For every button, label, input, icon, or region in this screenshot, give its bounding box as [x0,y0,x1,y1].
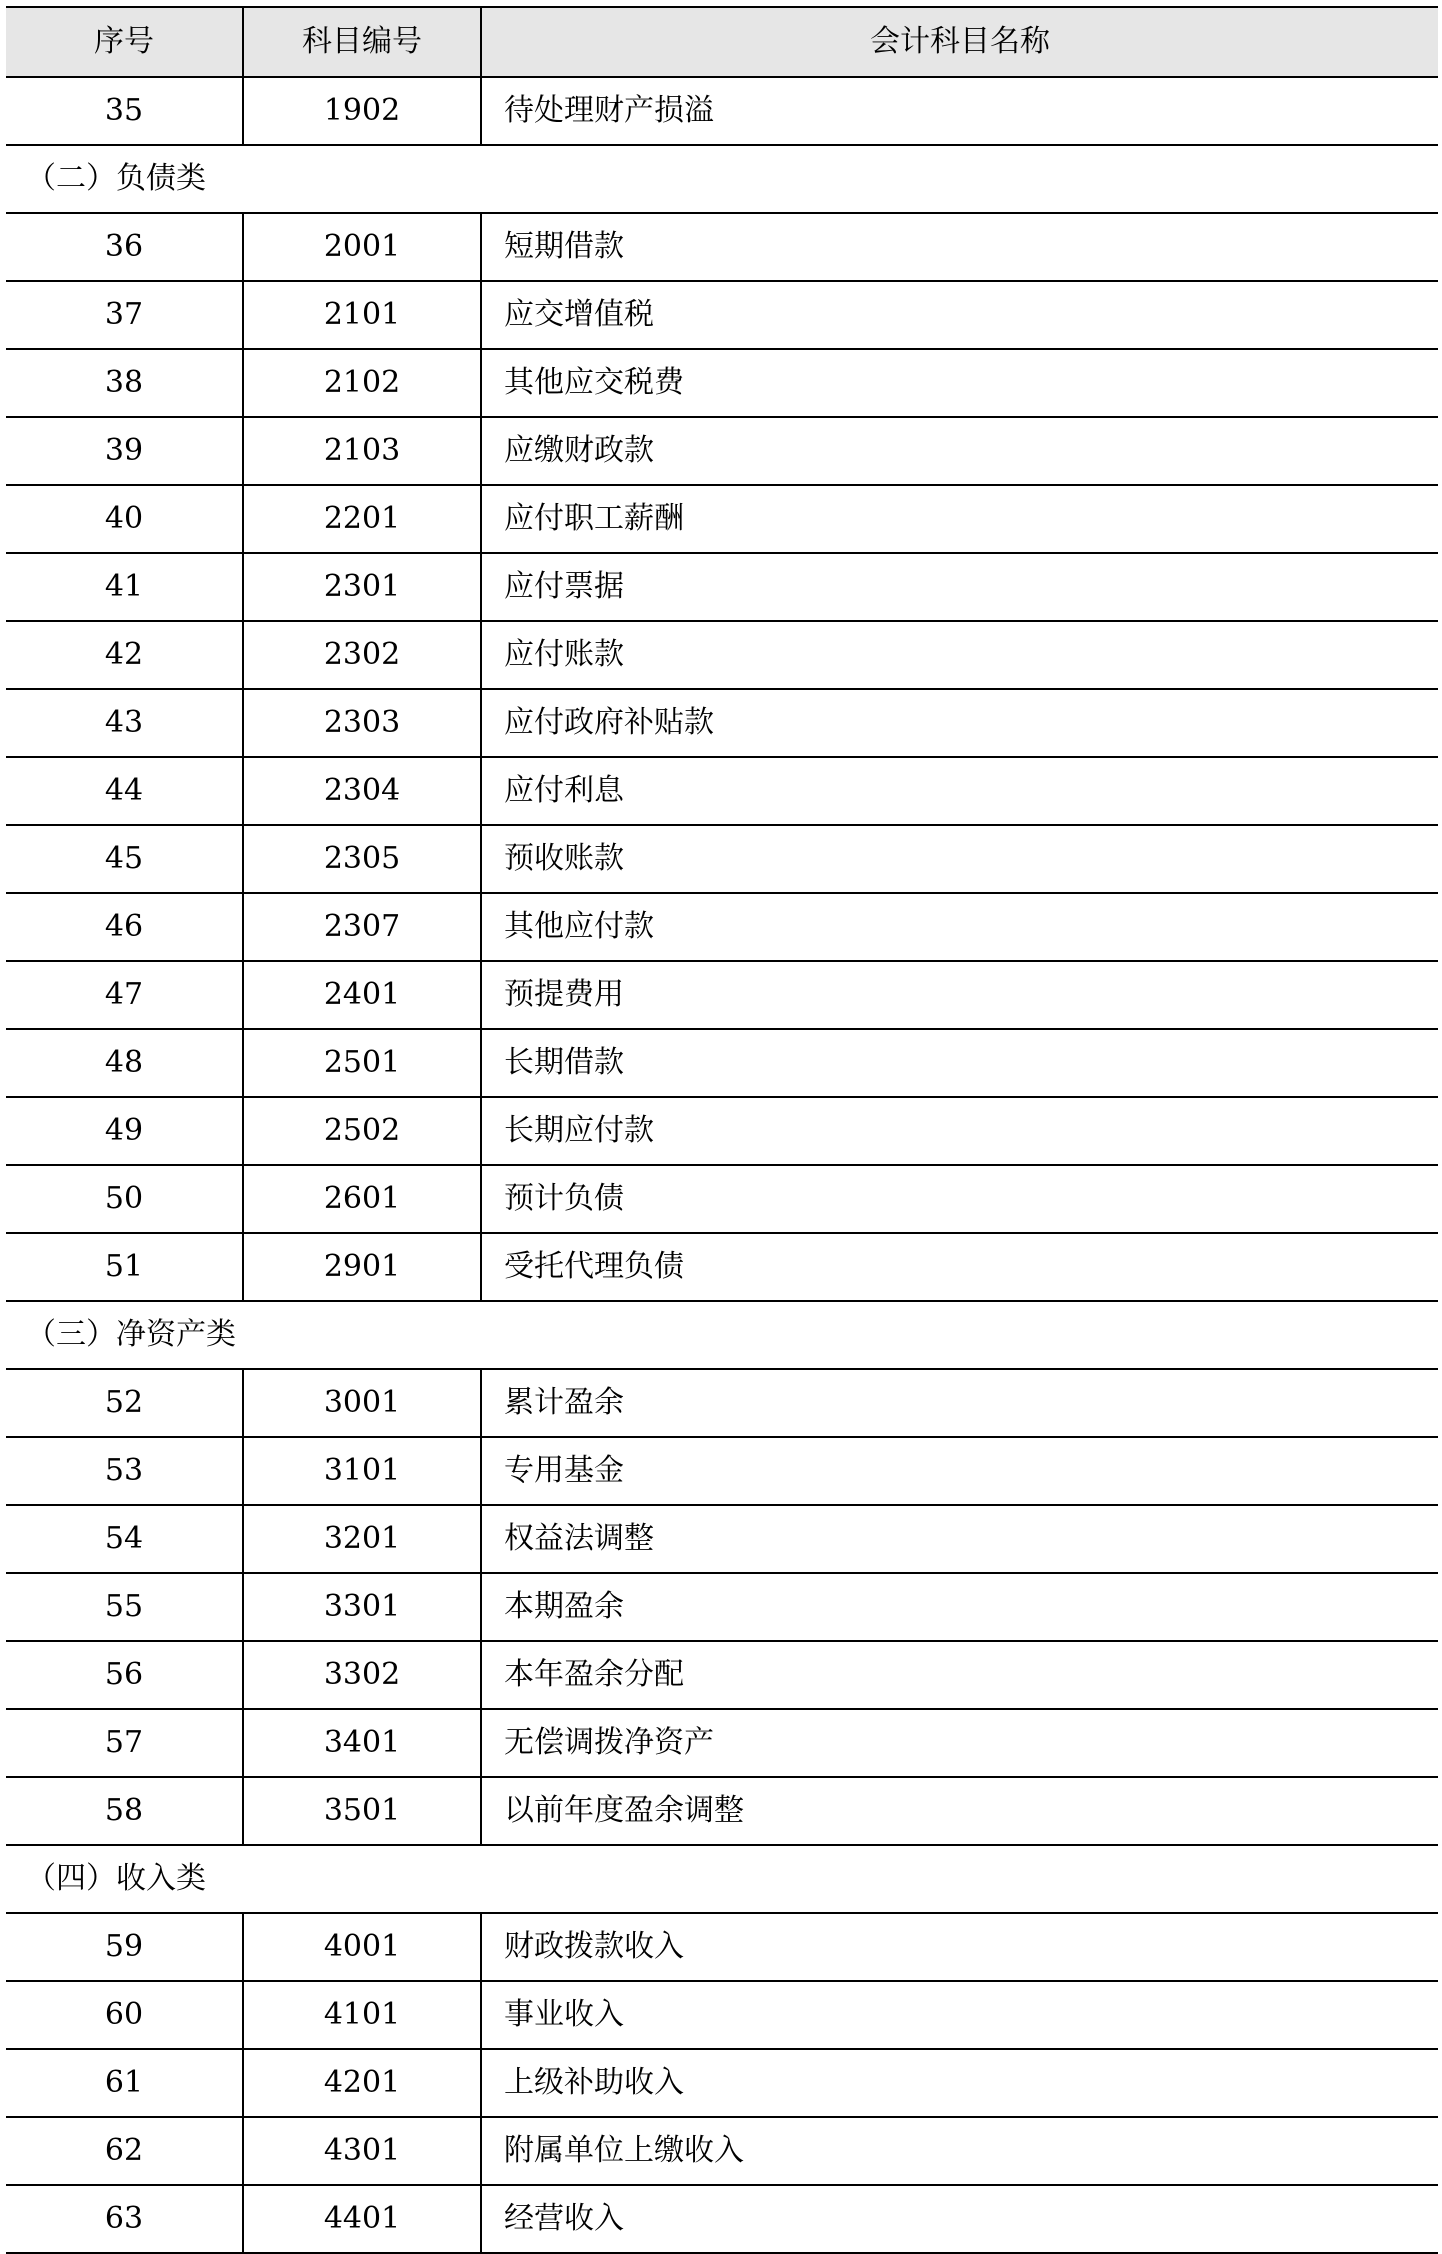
seq-cell: 40 [6,485,243,553]
seq-cell: 41 [6,553,243,621]
seq-cell: 49 [6,1097,243,1165]
code-cell: 3201 [243,1505,481,1573]
seq-cell: 54 [6,1505,243,1573]
header-row [6,7,1438,77]
section-row [6,145,1438,213]
name-cell: 其他应付款 [504,909,654,944]
code-cell: 2305 [243,825,481,893]
table-row [6,485,1438,553]
table-row [6,689,1438,757]
code-cell: 4101 [243,1981,481,2049]
seq-cell: 48 [6,1029,243,1097]
seq-cell: 61 [6,2049,243,2117]
table-row [6,77,1438,145]
table-row [6,1029,1438,1097]
code-cell: 2307 [243,893,481,961]
name-cell: 应交增值税 [504,297,654,332]
name-cell: 长期应付款 [504,1113,654,1148]
seq-cell: 57 [6,1709,243,1777]
table-row [6,1641,1438,1709]
seq-cell: 51 [6,1233,243,1301]
name-cell: 待处理财产损溢 [504,93,714,128]
name-cell: 预提费用 [504,977,624,1012]
code-cell: 3301 [243,1573,481,1641]
seq-cell: 44 [6,757,243,825]
seq-cell: 50 [6,1165,243,1233]
seq-cell: 58 [6,1777,243,1845]
seq-cell: 46 [6,893,243,961]
name-cell: 财政拨款收入 [504,1929,684,1964]
name-cell: 事业收入 [504,1997,624,2032]
table-row [6,1505,1438,1573]
code-cell: 4201 [243,2049,481,2117]
code-cell: 2201 [243,485,481,553]
seq-cell: 47 [6,961,243,1029]
seq-cell: 39 [6,417,243,485]
code-cell: 2103 [243,417,481,485]
code-cell: 2401 [243,961,481,1029]
table-row [6,893,1438,961]
section-title: （四）收入类 [26,1861,206,1896]
seq-cell: 63 [6,2185,243,2253]
name-cell: 预收账款 [504,841,624,876]
table-row [6,1437,1438,1505]
name-cell: 短期借款 [504,229,624,264]
header-code: 科目编号 [243,7,481,77]
name-cell: 本年盈余分配 [504,1657,684,1692]
table-row [6,417,1438,485]
code-cell: 3101 [243,1437,481,1505]
seq-cell: 62 [6,2117,243,2185]
code-cell: 3501 [243,1777,481,1845]
table-row [6,349,1438,417]
table-row [6,1913,1438,1981]
section-row [6,1301,1438,1369]
code-cell: 2901 [243,1233,481,1301]
name-cell: 以前年度盈余调整 [504,1793,744,1828]
name-cell: 受托代理负债 [504,1249,684,1284]
seq-cell: 36 [6,213,243,281]
code-cell: 3001 [243,1369,481,1437]
name-cell: 应缴财政款 [504,433,654,468]
table-row [6,1369,1438,1437]
name-cell: 预计负债 [504,1181,624,1216]
table-row [6,1981,1438,2049]
table-row [6,2117,1438,2185]
code-cell: 1902 [243,77,481,145]
table-body [6,77,1438,2253]
seq-cell: 45 [6,825,243,893]
code-cell: 3302 [243,1641,481,1709]
table-row [6,281,1438,349]
code-cell: 2601 [243,1165,481,1233]
seq-cell: 56 [6,1641,243,1709]
code-cell: 2304 [243,757,481,825]
seq-cell: 38 [6,349,243,417]
table-row [6,1233,1438,1301]
code-cell: 2502 [243,1097,481,1165]
table-row [6,1097,1438,1165]
seq-cell: 59 [6,1913,243,1981]
code-cell: 2101 [243,281,481,349]
accounting-subjects-table [6,6,1438,2254]
code-cell: 4301 [243,2117,481,2185]
name-cell: 无偿调拨净资产 [504,1725,714,1760]
seq-cell: 55 [6,1573,243,1641]
table-row [6,1777,1438,1845]
table-row [6,1165,1438,1233]
section-title: （三）净资产类 [26,1317,236,1352]
table-row [6,621,1438,689]
code-cell: 3401 [243,1709,481,1777]
header-seq: 序号 [6,7,243,77]
code-cell: 2301 [243,553,481,621]
name-cell: 专用基金 [504,1453,624,1488]
seq-cell: 35 [6,77,243,145]
table-row [6,1573,1438,1641]
name-cell: 应付票据 [504,569,624,604]
code-cell: 2302 [243,621,481,689]
table-row [6,2049,1438,2117]
code-cell: 2102 [243,349,481,417]
table-header [6,7,1438,77]
seq-cell: 42 [6,621,243,689]
seq-cell: 52 [6,1369,243,1437]
table-row [6,2185,1438,2253]
name-cell: 应付账款 [504,637,624,672]
table-row [6,553,1438,621]
name-cell: 本期盈余 [504,1589,624,1624]
name-cell: 应付利息 [504,773,624,808]
seq-cell: 53 [6,1437,243,1505]
table-row [6,1709,1438,1777]
seq-cell: 60 [6,1981,243,2049]
name-cell: 长期借款 [504,1045,624,1080]
code-cell: 4401 [243,2185,481,2253]
table-row [6,825,1438,893]
name-cell: 上级补助收入 [504,2065,684,2100]
code-cell: 2303 [243,689,481,757]
table-row [6,213,1438,281]
section-title: （二）负债类 [26,161,206,196]
name-cell: 累计盈余 [504,1385,624,1420]
seq-cell: 43 [6,689,243,757]
section-row [6,1845,1438,1913]
code-cell: 2501 [243,1029,481,1097]
seq-cell: 37 [6,281,243,349]
name-cell: 应付政府补贴款 [504,705,714,740]
name-cell: 权益法调整 [504,1521,654,1556]
table-row [6,757,1438,825]
code-cell: 4001 [243,1913,481,1981]
name-cell: 经营收入 [504,2201,624,2236]
name-cell: 附属单位上缴收入 [504,2133,744,2168]
name-cell: 应付职工薪酬 [504,501,684,536]
header-name: 会计科目名称 [481,7,1438,77]
name-cell: 其他应交税费 [504,365,684,400]
document-page [6,6,1438,2254]
table-row [6,961,1438,1029]
code-cell: 2001 [243,213,481,281]
